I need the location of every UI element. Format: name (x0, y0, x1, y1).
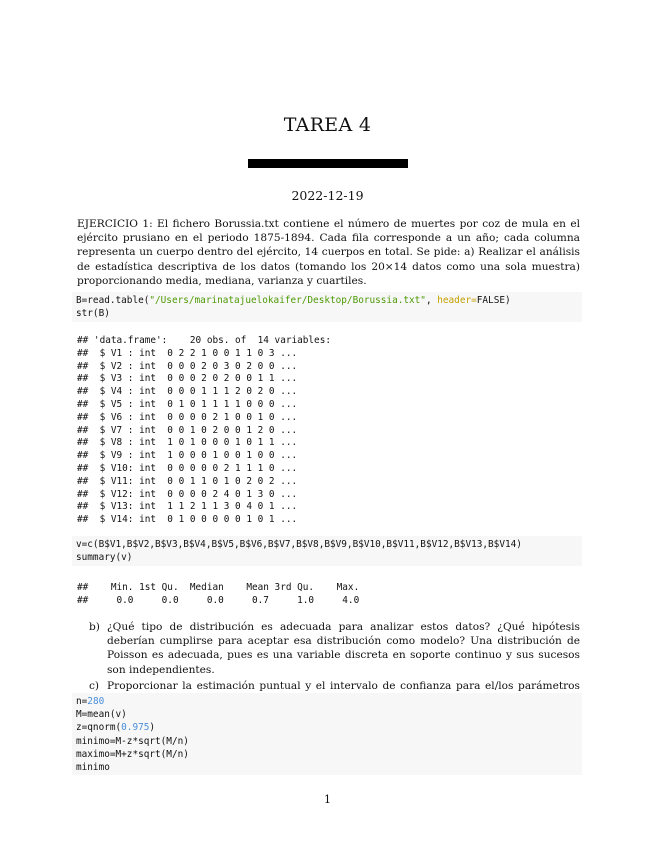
str-output (77, 335, 331, 527)
output-line: ## $ V12: int 0 0 0 0 2 4 0 1 3 0 ... (77, 488, 298, 500)
code-block-interval (72, 693, 582, 775)
code-line: B=read.table("/Users/marinatajuelokaifer/Desktop/Borussia.txt", header=FALSE) (76, 295, 511, 306)
code-line: str(B) (76, 308, 110, 320)
output-line: ## Min. 1st Qu. Median Mean 3rd Qu. Max. (77, 582, 360, 593)
exercise-statement: EJERCICIO 1: El fichero Borussia.txt contiene el número de muertes por coz de mula en el ejército prusiano en el periodo 1875-1894. Cada fila corresponde a un año; cada columna representa un cuerpo dentro del ejército, 14 cuerpos en total. Se pide: a) Realizar el análisis de estadística descriptiva de los datos (tomando los 20×14 datos como una sola muestra) proporcionando media, mediana, varianza y cuartiles. (77, 218, 580, 287)
code-line: summary(v) (76, 552, 133, 564)
list-item (89, 620, 580, 677)
output-line: ## 0.0 0.0 0.0 0.7 1.0 4.0 (77, 594, 360, 606)
code-block-read (72, 292, 582, 322)
code-line: minimo=M-z*sqrt(M/n) (76, 735, 189, 747)
code-line: maximo=M+z*sqrt(M/n) (76, 748, 189, 760)
output-line: ## $ V10: int 0 0 0 0 0 2 1 1 1 0 ... (77, 462, 298, 474)
list-item-text: Proporcionar la estimación puntual y el intervalo de confianza para el/los parámetros (107, 679, 580, 692)
output-line: ## $ V14: int 0 1 0 0 0 0 0 1 0 1 ... (77, 514, 298, 526)
code-line: n=280 (76, 696, 105, 707)
code-line: minimo (76, 762, 110, 774)
list-marker: c) (89, 679, 100, 692)
redacted-author (248, 159, 408, 168)
output-line: ## $ V5 : int 0 1 0 1 1 1 1 0 0 0 ... (77, 398, 298, 410)
output-line: ## $ V9 : int 1 0 0 0 1 0 0 1 0 0 ... (77, 450, 298, 462)
output-line: ## $ V8 : int 1 0 1 0 0 0 1 0 1 1 ... (77, 437, 298, 449)
output-line: ## 'data.frame': 20 obs. of 14 variables: (77, 335, 331, 346)
output-line: ## $ V3 : int 0 0 0 2 0 2 0 0 1 1 ... (77, 373, 298, 385)
document-date: 2022-12-19 (291, 188, 364, 203)
code-line: v=c(B$V1,B$V2,B$V3,B$V4,B$V5,B$V6,B$V7,B$V8,B$V9,B$V10,B$V11,B$V12,B$V13,B$V14) (76, 539, 522, 550)
code-line: M=mean(v) (76, 709, 127, 721)
output-line: ## $ V6 : int 0 0 0 0 2 1 0 0 1 0 ... (77, 411, 298, 423)
output-line: ## $ V7 : int 0 0 1 0 2 0 0 1 2 0 ... (77, 424, 298, 436)
summary-output (77, 582, 359, 608)
code-line: z=qnorm(0.975) (76, 722, 156, 734)
output-line: ## $ V2 : int 0 0 0 2 0 3 0 2 0 0 ... (77, 360, 298, 372)
output-line: ## $ V1 : int 0 2 2 1 0 0 1 1 0 3 ... (77, 347, 298, 359)
document-title: TAREA 4 (283, 114, 372, 136)
page-number: 1 (324, 793, 331, 806)
list-marker: b) (89, 621, 100, 633)
code-block-summary (72, 536, 582, 566)
output-line: ## $ V11: int 0 0 1 1 0 1 0 2 0 2 ... (77, 475, 298, 487)
output-line: ## $ V4 : int 0 0 0 1 1 1 2 0 2 0 ... (77, 386, 298, 398)
list-item-text: ¿Qué tipo de distribución es adecuada para analizar estos datos? ¿Qué hipótesis deberían cumplirse para aceptar esa distribución como modelo? Una distribución de Poisson es adecuada, pues es una variable discreta en soporte continuo y sus sucesos son independientes. (107, 621, 580, 676)
output-line: ## $ V13: int 1 1 2 1 1 3 0 4 0 1 ... (77, 501, 298, 513)
